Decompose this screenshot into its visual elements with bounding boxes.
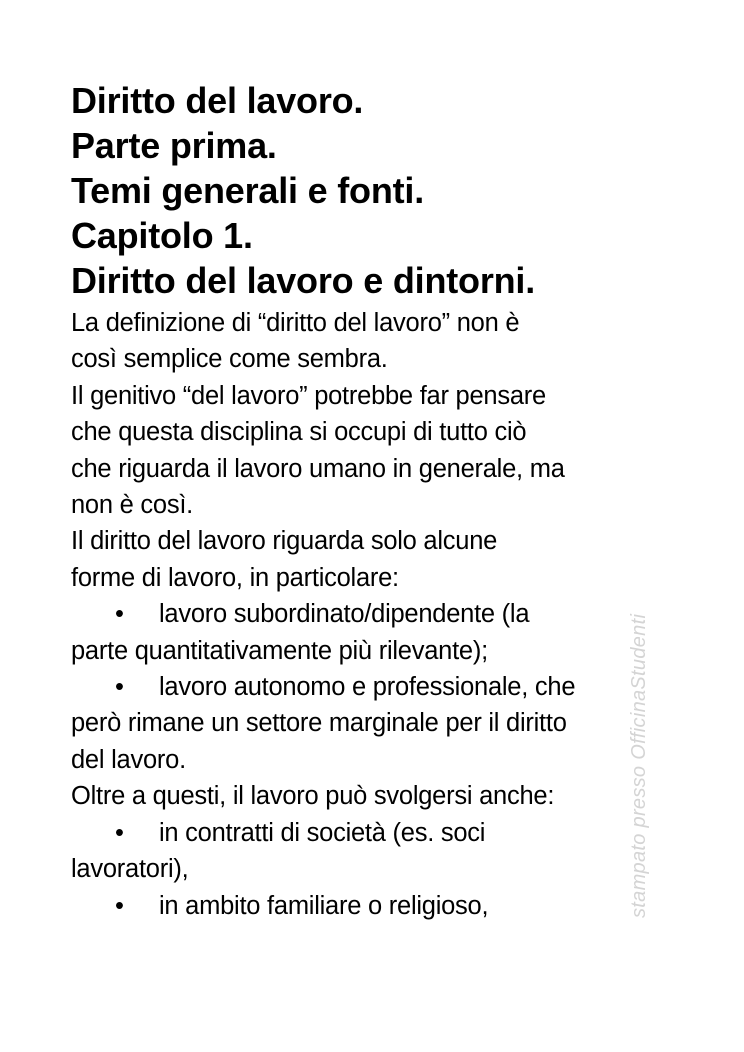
- paragraph-line: così semplice come sembra.: [71, 345, 388, 374]
- list-item-continuation: del lavoro.: [71, 745, 186, 774]
- list-item-text: in contratti di società (es. soci: [159, 818, 486, 847]
- paragraph-line: La definizione di “diritto del lavoro” non è: [71, 309, 520, 337]
- paragraph-line: Il genitivo “del lavoro” potrebbe far pensare: [71, 381, 546, 410]
- list-item-text: in ambito familiare o religioso,: [159, 891, 489, 920]
- list-item: [71, 596, 681, 632]
- heading-title: Diritto del lavoro.: [71, 80, 364, 121]
- list-item: [71, 888, 681, 924]
- document-page: [71, 78, 681, 924]
- list-item-continuation: lavoratori),: [71, 855, 189, 884]
- heading-topic: Temi generali e fonti.: [71, 170, 424, 211]
- paragraph-line: forme di lavoro, in particolare:: [71, 563, 399, 592]
- bullet-icon: •: [115, 818, 124, 847]
- bullet-icon: •: [115, 600, 124, 629]
- paragraph-line: Oltre a questi, il lavoro può svolgersi anche:: [71, 782, 555, 811]
- paragraph-line: che riguarda il lavoro umano in generale, ma: [71, 454, 565, 483]
- heading-chapter-title: Diritto del lavoro e dintorni.: [71, 260, 536, 301]
- body-text: [71, 305, 681, 924]
- list-item-continuation: parte quantitativamente più rilevante);: [71, 636, 488, 665]
- bullet-icon: •: [115, 891, 124, 920]
- paragraph-line: Il diritto del lavoro riguarda solo alcune: [71, 527, 498, 556]
- heading-chapter: Capitolo 1.: [71, 215, 253, 256]
- watermark: stampato presso OfficinaStudenti: [628, 613, 650, 918]
- heading-part: Parte prima.: [71, 125, 277, 166]
- paragraph-line: che questa disciplina si occupi di tutto ciò: [71, 418, 527, 447]
- list-item-continuation: però rimane un settore marginale per il diritto: [71, 709, 567, 738]
- list-item-text: lavoro autonomo e professionale, che: [159, 673, 576, 702]
- list-item: [71, 815, 681, 851]
- list-item-text: lavoro subordinato/dipendente (la: [159, 600, 530, 629]
- list-item: [71, 669, 681, 705]
- bullet-icon: •: [115, 673, 124, 702]
- paragraph-line: non è così.: [71, 491, 193, 520]
